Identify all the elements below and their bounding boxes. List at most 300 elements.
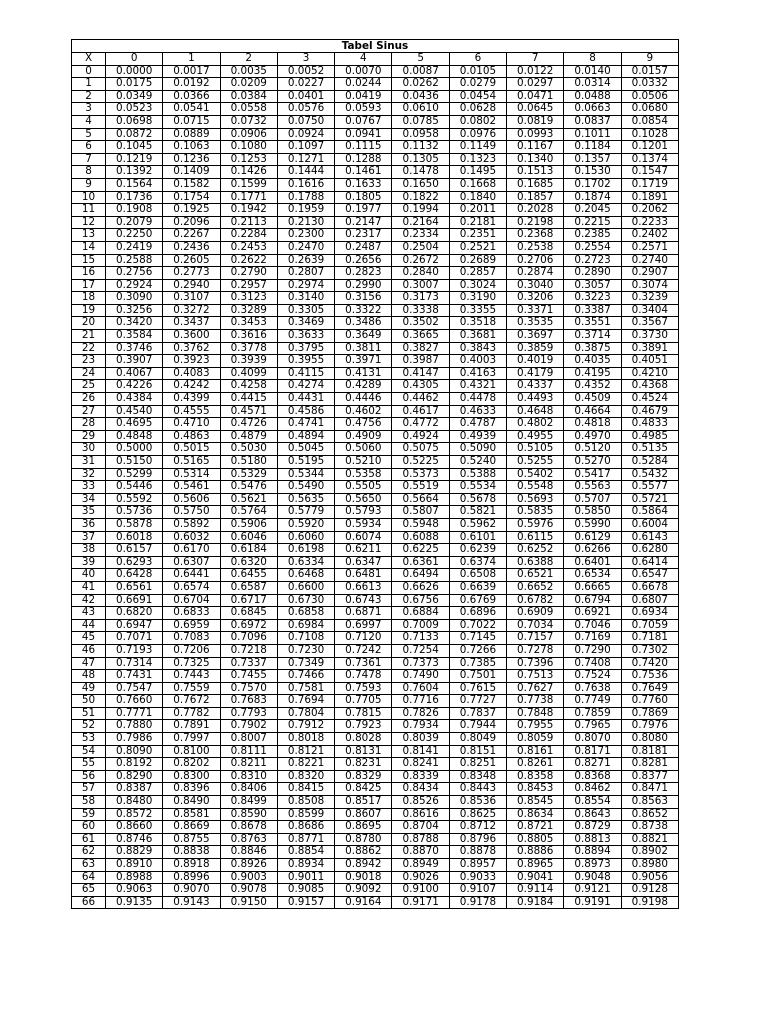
value-cell: 0.2368 xyxy=(507,229,564,242)
table-row xyxy=(72,191,679,204)
value-cell: 0.5721 xyxy=(621,493,678,506)
value-cell: 0.1115 xyxy=(335,141,392,154)
degree-cell: 17 xyxy=(72,279,106,292)
value-cell: 0.8581 xyxy=(163,808,220,821)
value-cell: 0.8161 xyxy=(507,745,564,758)
value-cell: 0.4555 xyxy=(163,405,220,418)
value-cell: 0.7513 xyxy=(507,670,564,683)
table-row xyxy=(72,720,679,733)
value-cell: 0.7290 xyxy=(564,644,621,657)
value-cell: 0.5678 xyxy=(449,493,506,506)
value-cell: 0.5090 xyxy=(449,443,506,456)
degree-cell: 60 xyxy=(72,821,106,834)
value-cell: 0.0175 xyxy=(106,78,163,91)
value-cell: 0.6743 xyxy=(335,594,392,607)
value-cell: 0.6934 xyxy=(621,607,678,620)
value-cell: 0.1994 xyxy=(392,204,449,217)
value-cell: 0.4710 xyxy=(163,418,220,431)
table-row xyxy=(72,355,679,368)
value-cell: 0.6871 xyxy=(335,607,392,620)
value-cell: 0.8221 xyxy=(277,758,334,771)
value-cell: 0.3843 xyxy=(449,342,506,355)
degree-cell: 27 xyxy=(72,405,106,418)
value-cell: 0.1668 xyxy=(449,178,506,191)
value-cell: 0.5255 xyxy=(507,456,564,469)
value-cell: 0.1650 xyxy=(392,178,449,191)
value-cell: 0.7242 xyxy=(335,644,392,657)
table-row xyxy=(72,733,679,746)
value-cell: 0.3040 xyxy=(507,279,564,292)
value-cell: 0.2504 xyxy=(392,241,449,254)
table-row xyxy=(72,695,679,708)
value-cell: 0.7083 xyxy=(163,632,220,645)
value-cell: 0.2957 xyxy=(220,279,277,292)
value-cell: 0.8192 xyxy=(106,758,163,771)
value-cell: 0.6032 xyxy=(163,531,220,544)
value-cell: 0.4909 xyxy=(335,430,392,443)
table-row xyxy=(72,430,679,443)
value-cell: 0.6769 xyxy=(449,594,506,607)
value-cell: 0.1857 xyxy=(507,191,564,204)
value-cell: 0.9128 xyxy=(621,884,678,897)
value-cell: 0.8918 xyxy=(163,859,220,872)
value-cell: 0.2521 xyxy=(449,241,506,254)
value-cell: 0.1219 xyxy=(106,153,163,166)
value-cell: 0.1184 xyxy=(564,141,621,154)
value-cell: 0.3502 xyxy=(392,317,449,330)
value-cell: 0.0262 xyxy=(392,78,449,91)
value-cell: 0.8846 xyxy=(220,846,277,859)
value-cell: 0.6088 xyxy=(392,531,449,544)
value-cell: 0.4289 xyxy=(335,380,392,393)
value-cell: 0.3057 xyxy=(564,279,621,292)
value-cell: 0.7604 xyxy=(392,682,449,695)
value-cell: 0.2164 xyxy=(392,216,449,229)
value-cell: 0.8643 xyxy=(564,808,621,821)
value-cell: 0.1547 xyxy=(621,166,678,179)
value-cell: 0.9070 xyxy=(163,884,220,897)
value-cell: 0.7581 xyxy=(277,682,334,695)
table-row xyxy=(72,758,679,771)
value-cell: 0.3107 xyxy=(163,292,220,305)
value-cell: 0.8886 xyxy=(507,846,564,859)
value-cell: 0.5948 xyxy=(392,518,449,531)
value-cell: 0.2840 xyxy=(392,267,449,280)
value-cell: 0.9011 xyxy=(277,871,334,884)
value-cell: 0.3795 xyxy=(277,342,334,355)
value-cell: 0.1771 xyxy=(220,191,277,204)
table-row xyxy=(72,682,679,695)
value-cell: 0.1011 xyxy=(564,128,621,141)
degree-cell: 3 xyxy=(72,103,106,116)
value-cell: 0.6239 xyxy=(449,544,506,557)
degree-cell: 42 xyxy=(72,594,106,607)
value-cell: 0.1236 xyxy=(163,153,220,166)
value-cell: 0.1305 xyxy=(392,153,449,166)
table-row xyxy=(72,78,679,91)
value-cell: 0.8462 xyxy=(564,783,621,796)
degree-cell: 0 xyxy=(72,65,106,78)
table-row xyxy=(72,594,679,607)
value-cell: 0.1063 xyxy=(163,141,220,154)
value-cell: 0.1513 xyxy=(507,166,564,179)
table-row xyxy=(72,443,679,456)
value-cell: 0.1633 xyxy=(335,178,392,191)
value-cell: 0.7660 xyxy=(106,695,163,708)
value-cell: 0.7638 xyxy=(564,682,621,695)
value-cell: 0.4787 xyxy=(449,418,506,431)
value-cell: 0.1340 xyxy=(507,153,564,166)
value-cell: 0.1840 xyxy=(449,191,506,204)
value-cell: 0.3681 xyxy=(449,330,506,343)
value-cell: 0.6468 xyxy=(277,569,334,582)
value-cell: 0.2267 xyxy=(163,229,220,242)
degree-cell: 57 xyxy=(72,783,106,796)
degree-cell: 66 xyxy=(72,896,106,909)
value-cell: 0.4726 xyxy=(220,418,277,431)
degree-cell: 62 xyxy=(72,846,106,859)
value-cell: 0.4462 xyxy=(392,393,449,406)
value-cell: 0.3453 xyxy=(220,317,277,330)
value-cell: 0.8746 xyxy=(106,833,163,846)
value-cell: 0.8018 xyxy=(277,733,334,746)
value-cell: 0.5577 xyxy=(621,481,678,494)
value-cell: 0.3305 xyxy=(277,304,334,317)
value-cell: 0.9003 xyxy=(220,871,277,884)
value-cell: 0.0017 xyxy=(163,65,220,78)
value-cell: 0.2924 xyxy=(106,279,163,292)
degree-cell: 52 xyxy=(72,720,106,733)
value-cell: 0.4163 xyxy=(449,367,506,380)
value-cell: 0.3420 xyxy=(106,317,163,330)
value-cell: 0.3074 xyxy=(621,279,678,292)
value-cell: 0.6626 xyxy=(392,581,449,594)
value-cell: 0.7478 xyxy=(335,670,392,683)
value-cell: 0.5606 xyxy=(163,493,220,506)
value-cell: 0.7022 xyxy=(449,619,506,632)
value-cell: 0.1080 xyxy=(220,141,277,154)
value-cell: 0.7385 xyxy=(449,657,506,670)
value-cell: 0.3387 xyxy=(564,304,621,317)
table-row xyxy=(72,317,679,330)
value-cell: 0.9100 xyxy=(392,884,449,897)
value-cell: 0.9033 xyxy=(449,871,506,884)
degree-cell: 21 xyxy=(72,330,106,343)
value-cell: 0.1323 xyxy=(449,153,506,166)
value-cell: 0.4352 xyxy=(564,380,621,393)
degree-cell: 35 xyxy=(72,506,106,519)
value-cell: 0.0087 xyxy=(392,65,449,78)
value-cell: 0.9018 xyxy=(335,871,392,884)
value-cell: 0.8039 xyxy=(392,733,449,746)
value-cell: 0.6374 xyxy=(449,556,506,569)
value-cell: 0.7782 xyxy=(163,707,220,720)
value-cell: 0.5850 xyxy=(564,506,621,519)
value-cell: 0.9041 xyxy=(507,871,564,884)
degree-cell: 50 xyxy=(72,695,106,708)
table-row xyxy=(72,859,679,872)
value-cell: 0.5150 xyxy=(106,456,163,469)
value-cell: 0.5314 xyxy=(163,468,220,481)
value-cell: 0.6600 xyxy=(277,581,334,594)
value-cell: 0.0976 xyxy=(449,128,506,141)
value-cell: 0.0192 xyxy=(163,78,220,91)
value-cell: 0.0628 xyxy=(449,103,506,116)
value-cell: 0.8942 xyxy=(335,859,392,872)
value-cell: 0.8755 xyxy=(163,833,220,846)
value-cell: 0.8616 xyxy=(392,808,449,821)
value-cell: 0.2198 xyxy=(507,216,564,229)
value-cell: 0.0837 xyxy=(564,115,621,128)
value-cell: 0.4210 xyxy=(621,367,678,380)
value-cell: 0.8415 xyxy=(277,783,334,796)
value-cell: 0.0663 xyxy=(564,103,621,116)
value-cell: 0.2990 xyxy=(335,279,392,292)
value-cell: 0.7944 xyxy=(449,720,506,733)
value-cell: 0.3923 xyxy=(163,355,220,368)
value-cell: 0.0105 xyxy=(449,65,506,78)
value-cell: 0.7443 xyxy=(163,670,220,683)
value-cell: 0.6947 xyxy=(106,619,163,632)
value-cell: 0.8996 xyxy=(163,871,220,884)
value-cell: 0.7547 xyxy=(106,682,163,695)
value-cell: 0.8251 xyxy=(449,758,506,771)
value-cell: 0.4019 xyxy=(507,355,564,368)
value-cell: 0.7649 xyxy=(621,682,678,695)
value-cell: 0.2215 xyxy=(564,216,621,229)
table-row xyxy=(72,330,679,343)
value-cell: 0.5344 xyxy=(277,468,334,481)
value-cell: 0.9092 xyxy=(335,884,392,897)
value-cell: 0.4195 xyxy=(564,367,621,380)
value-cell: 0.1045 xyxy=(106,141,163,154)
value-cell: 0.3007 xyxy=(392,279,449,292)
table-row xyxy=(72,493,679,506)
value-cell: 0.6972 xyxy=(220,619,277,632)
value-cell: 0.9184 xyxy=(507,896,564,909)
value-cell: 0.4446 xyxy=(335,393,392,406)
value-cell: 0.6833 xyxy=(163,607,220,620)
value-cell: 0.8310 xyxy=(220,770,277,783)
value-cell: 0.6414 xyxy=(621,556,678,569)
value-cell: 0.2487 xyxy=(335,241,392,254)
value-cell: 0.0209 xyxy=(220,78,277,91)
value-cell: 0.6574 xyxy=(163,581,220,594)
value-cell: 0.2588 xyxy=(106,254,163,267)
value-cell: 0.0157 xyxy=(621,65,678,78)
value-cell: 0.8695 xyxy=(335,821,392,834)
value-cell: 0.4258 xyxy=(220,380,277,393)
header-cell-digit: 9 xyxy=(621,53,678,66)
value-cell: 0.3955 xyxy=(277,355,334,368)
degree-cell: 7 xyxy=(72,153,106,166)
value-cell: 0.4337 xyxy=(507,380,564,393)
value-cell: 0.3355 xyxy=(449,304,506,317)
degree-cell: 37 xyxy=(72,531,106,544)
value-cell: 0.6266 xyxy=(564,544,621,557)
value-cell: 0.0958 xyxy=(392,128,449,141)
table-row xyxy=(72,884,679,897)
value-cell: 0.7420 xyxy=(621,657,678,670)
value-cell: 0.5432 xyxy=(621,468,678,481)
value-cell: 0.6909 xyxy=(507,607,564,620)
value-cell: 0.9048 xyxy=(564,871,621,884)
table-row xyxy=(72,367,679,380)
value-cell: 0.8590 xyxy=(220,808,277,821)
value-cell: 0.8425 xyxy=(335,783,392,796)
table-row xyxy=(72,141,679,154)
value-cell: 0.8151 xyxy=(449,745,506,758)
value-cell: 0.3891 xyxy=(621,342,678,355)
value-cell: 0.8607 xyxy=(335,808,392,821)
value-cell: 0.2045 xyxy=(564,204,621,217)
value-cell: 0.2723 xyxy=(564,254,621,267)
value-cell: 0.7683 xyxy=(220,695,277,708)
value-cell: 0.3616 xyxy=(220,330,277,343)
value-cell: 0.7815 xyxy=(335,707,392,720)
value-cell: 0.6534 xyxy=(564,569,621,582)
value-cell: 0.7559 xyxy=(163,682,220,695)
value-cell: 0.6561 xyxy=(106,581,163,594)
header-cell-digit: 4 xyxy=(335,53,392,66)
value-cell: 0.5650 xyxy=(335,493,392,506)
value-cell: 0.8241 xyxy=(392,758,449,771)
table-row xyxy=(72,569,679,582)
value-cell: 0.3551 xyxy=(564,317,621,330)
value-cell: 0.5707 xyxy=(564,493,621,506)
value-cell: 0.7034 xyxy=(507,619,564,632)
value-cell: 0.8028 xyxy=(335,733,392,746)
value-cell: 0.0872 xyxy=(106,128,163,141)
table-row xyxy=(72,393,679,406)
value-cell: 0.4695 xyxy=(106,418,163,431)
value-cell: 0.6252 xyxy=(507,544,564,557)
value-cell: 0.0471 xyxy=(507,90,564,103)
value-cell: 0.5030 xyxy=(220,443,277,456)
value-cell: 0.0558 xyxy=(220,103,277,116)
value-cell: 0.8490 xyxy=(163,796,220,809)
degree-cell: 6 xyxy=(72,141,106,154)
value-cell: 0.3190 xyxy=(449,292,506,305)
value-cell: 0.0819 xyxy=(507,115,564,128)
value-cell: 0.7108 xyxy=(277,632,334,645)
value-cell: 0.5105 xyxy=(507,443,564,456)
value-cell: 0.5807 xyxy=(392,506,449,519)
value-cell: 0.7009 xyxy=(392,619,449,632)
value-cell: 0.7902 xyxy=(220,720,277,733)
value-cell: 0.8526 xyxy=(392,796,449,809)
value-cell: 0.6717 xyxy=(220,594,277,607)
value-cell: 0.4067 xyxy=(106,367,163,380)
value-cell: 0.6004 xyxy=(621,518,678,531)
value-cell: 0.3486 xyxy=(335,317,392,330)
value-cell: 0.1271 xyxy=(277,153,334,166)
table-row xyxy=(72,619,679,632)
value-cell: 0.4115 xyxy=(277,367,334,380)
value-cell: 0.6547 xyxy=(621,569,678,582)
value-cell: 0.0454 xyxy=(449,90,506,103)
value-cell: 0.6101 xyxy=(449,531,506,544)
table-row xyxy=(72,279,679,292)
value-cell: 0.9135 xyxy=(106,896,163,909)
value-cell: 0.6896 xyxy=(449,607,506,620)
value-cell: 0.3778 xyxy=(220,342,277,355)
value-cell: 0.5270 xyxy=(564,456,621,469)
value-cell: 0.8090 xyxy=(106,745,163,758)
degree-cell: 54 xyxy=(72,745,106,758)
value-cell: 0.4493 xyxy=(507,393,564,406)
value-cell: 0.9178 xyxy=(449,896,506,909)
value-cell: 0.7396 xyxy=(507,657,564,670)
value-cell: 0.6293 xyxy=(106,556,163,569)
value-cell: 0.8121 xyxy=(277,745,334,758)
value-cell: 0.1925 xyxy=(163,204,220,217)
value-cell: 0.8796 xyxy=(449,833,506,846)
value-cell: 0.7501 xyxy=(449,670,506,683)
value-cell: 0.5490 xyxy=(277,481,334,494)
value-cell: 0.0419 xyxy=(335,90,392,103)
value-cell: 0.5075 xyxy=(392,443,449,456)
value-cell: 0.7408 xyxy=(564,657,621,670)
value-cell: 0.9164 xyxy=(335,896,392,909)
value-cell: 0.4305 xyxy=(392,380,449,393)
value-cell: 0.5821 xyxy=(449,506,506,519)
degree-cell: 47 xyxy=(72,657,106,670)
value-cell: 0.4955 xyxy=(507,430,564,443)
table-row xyxy=(72,103,679,116)
value-cell: 0.6018 xyxy=(106,531,163,544)
value-cell: 0.6521 xyxy=(507,569,564,582)
value-cell: 0.3649 xyxy=(335,330,392,343)
value-cell: 0.4879 xyxy=(220,430,277,443)
value-cell: 0.5299 xyxy=(106,468,163,481)
value-cell: 0.7986 xyxy=(106,733,163,746)
value-cell: 0.8838 xyxy=(163,846,220,859)
value-cell: 0.3024 xyxy=(449,279,506,292)
value-cell: 0.0297 xyxy=(507,78,564,91)
value-cell: 0.2062 xyxy=(621,204,678,217)
header-cell-x: X xyxy=(72,53,106,66)
value-cell: 0.7749 xyxy=(564,695,621,708)
degree-cell: 25 xyxy=(72,380,106,393)
table-row xyxy=(72,405,679,418)
value-cell: 0.7859 xyxy=(564,707,621,720)
header-cell-digit: 3 xyxy=(277,53,334,66)
value-cell: 0.8780 xyxy=(335,833,392,846)
value-cell: 0.6388 xyxy=(507,556,564,569)
value-cell: 0.6211 xyxy=(335,544,392,557)
value-cell: 0.2823 xyxy=(335,267,392,280)
degree-cell: 10 xyxy=(72,191,106,204)
value-cell: 0.4478 xyxy=(449,393,506,406)
value-cell: 0.7615 xyxy=(449,682,506,695)
value-cell: 0.2874 xyxy=(507,267,564,280)
value-cell: 0.2419 xyxy=(106,241,163,254)
value-cell: 0.2807 xyxy=(277,267,334,280)
value-cell: 0.8669 xyxy=(163,821,220,834)
degree-cell: 12 xyxy=(72,216,106,229)
value-cell: 0.5045 xyxy=(277,443,334,456)
value-cell: 0.7524 xyxy=(564,670,621,683)
value-cell: 0.7314 xyxy=(106,657,163,670)
value-cell: 0.7716 xyxy=(392,695,449,708)
table-row xyxy=(72,644,679,657)
value-cell: 0.8049 xyxy=(449,733,506,746)
value-cell: 0.5736 xyxy=(106,506,163,519)
value-cell: 0.7071 xyxy=(106,632,163,645)
degree-cell: 16 xyxy=(72,267,106,280)
value-cell: 0.8100 xyxy=(163,745,220,758)
